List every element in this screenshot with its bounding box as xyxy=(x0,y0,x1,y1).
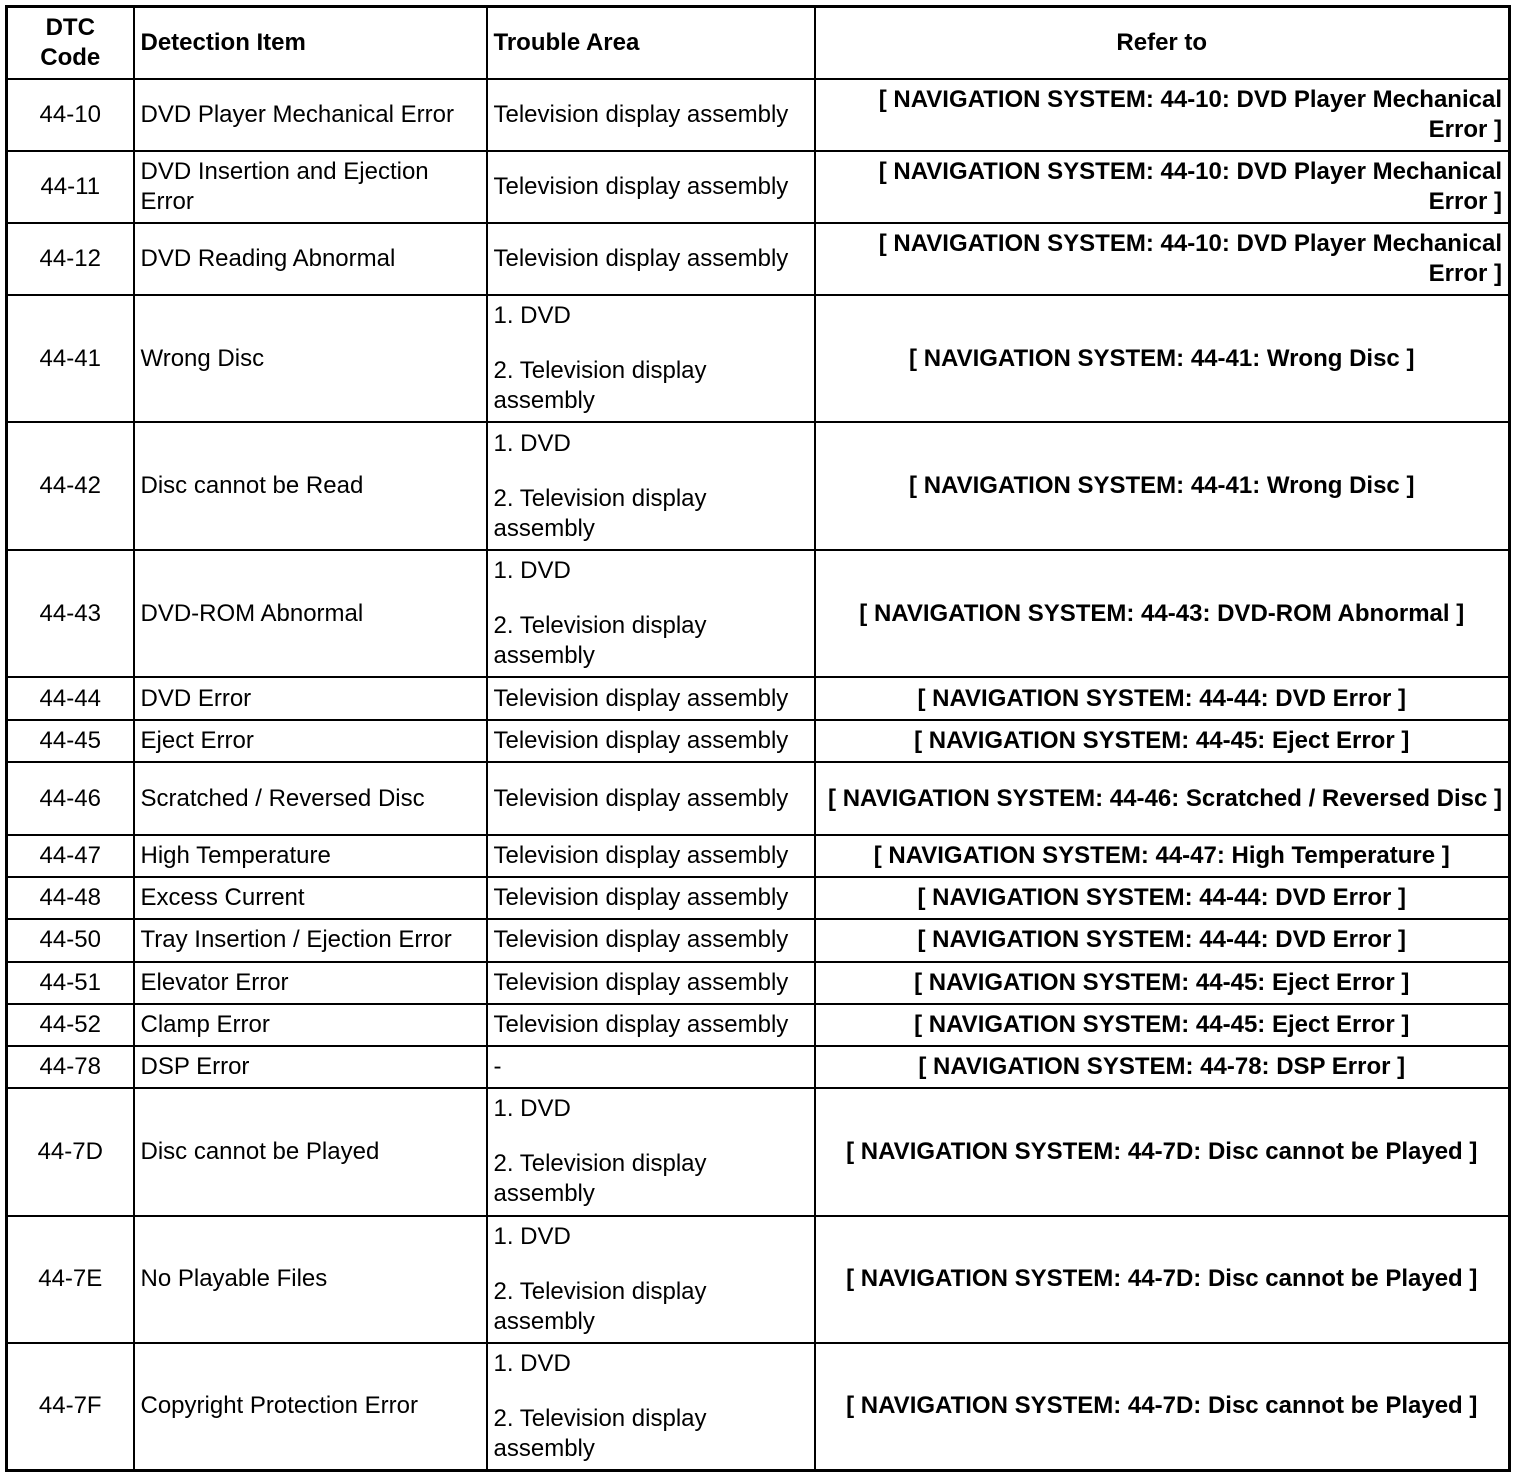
detection-item-cell: High Temperature xyxy=(134,835,487,877)
refer-to-cell: [ NAVIGATION SYSTEM: 44-10: DVD Player Mechanical Error ] xyxy=(815,151,1510,223)
dtc-code-cell: 44-51 xyxy=(7,962,134,1004)
refer-to-cell: [ NAVIGATION SYSTEM: 44-46: Scratched / Reversed Disc ] xyxy=(815,762,1510,834)
detection-item-cell: DVD Insertion and Ejection Error xyxy=(134,151,487,223)
table-row xyxy=(7,677,1510,720)
trouble-area-entry: Television display assembly xyxy=(493,926,789,954)
dtc-code-cell: 44-45 xyxy=(7,720,134,762)
detection-item-cell: Wrong Disc xyxy=(134,295,487,422)
refer-to-cell: [ NAVIGATION SYSTEM: 44-41: Wrong Disc ] xyxy=(815,295,1510,422)
dtc-code-cell: 44-41 xyxy=(7,295,134,422)
refer-to-cell: [ NAVIGATION SYSTEM: 44-10: DVD Player Mechanical Error ] xyxy=(815,223,1510,295)
refer-to-cell: [ NAVIGATION SYSTEM: 44-10: DVD Player Mechanical Error ] xyxy=(815,79,1510,151)
trouble-area-entry: 1. DVD xyxy=(493,1095,571,1123)
trouble-area-cell xyxy=(487,422,815,549)
trouble-area-cell xyxy=(487,762,815,834)
trouble-area-entry: 2. Television display assembly xyxy=(493,1404,707,1462)
table-row xyxy=(7,1216,1510,1343)
trouble-area-cell xyxy=(487,151,815,223)
trouble-area-entry: Television display assembly xyxy=(493,172,789,200)
detection-item-cell: Disc cannot be Played xyxy=(134,1088,487,1215)
detection-item-cell: DVD Error xyxy=(134,677,487,720)
table-row xyxy=(7,720,1510,762)
trouble-area-cell xyxy=(487,962,815,1004)
table-row xyxy=(7,877,1510,919)
refer-to-cell: [ NAVIGATION SYSTEM: 44-7D: Disc cannot be Played ] xyxy=(815,1088,1510,1215)
trouble-area-entry: Television display assembly xyxy=(493,1011,789,1039)
detection-item-cell: DVD-ROM Abnormal xyxy=(134,550,487,677)
table-row xyxy=(7,1004,1510,1046)
table-row xyxy=(7,1046,1510,1088)
refer-to-cell: [ NAVIGATION SYSTEM: 44-44: DVD Error ] xyxy=(815,877,1510,919)
trouble-area-cell xyxy=(487,919,815,962)
refer-to-cell: [ NAVIGATION SYSTEM: 44-78: DSP Error ] xyxy=(815,1046,1510,1088)
dtc-code-cell: 44-7D xyxy=(7,1088,134,1215)
refer-to-cell: [ NAVIGATION SYSTEM: 44-47: High Temperature ] xyxy=(815,835,1510,877)
trouble-area-cell xyxy=(487,295,815,422)
table-row xyxy=(7,835,1510,877)
table-row xyxy=(7,1343,1510,1471)
table-row xyxy=(7,550,1510,677)
trouble-area-cell xyxy=(487,1088,815,1215)
trouble-area-entry: Television display assembly xyxy=(493,968,789,996)
trouble-area-cell xyxy=(487,1046,815,1088)
dtc-code-cell: 44-52 xyxy=(7,1004,134,1046)
refer-to-cell: [ NAVIGATION SYSTEM: 44-43: DVD-ROM Abnormal ] xyxy=(815,550,1510,677)
dtc-table xyxy=(5,5,1511,1472)
header-row xyxy=(7,7,1510,79)
dtc-code-cell: 44-7F xyxy=(7,1343,134,1471)
dtc-code-cell: 44-42 xyxy=(7,422,134,549)
trouble-area-entry: Television display assembly xyxy=(493,727,789,755)
detection-item-cell: No Playable Files xyxy=(134,1216,487,1343)
table-row xyxy=(7,79,1510,151)
detection-item-cell: Tray Insertion / Ejection Error xyxy=(134,919,487,962)
trouble-area-entry: 2. Television display assembly xyxy=(493,1150,707,1208)
trouble-area-entry: 2. Television display assembly xyxy=(493,357,707,415)
trouble-area-entry: Television display assembly xyxy=(493,841,789,869)
header-dtc-code: DTC Code xyxy=(7,7,134,79)
table-row xyxy=(7,422,1510,549)
dtc-code-cell: 44-10 xyxy=(7,79,134,151)
trouble-area-entry: 1. DVD xyxy=(493,1222,571,1250)
refer-to-cell: [ NAVIGATION SYSTEM: 44-41: Wrong Disc ] xyxy=(815,422,1510,549)
trouble-area-entry: 1. DVD xyxy=(493,557,571,584)
refer-to-cell: [ NAVIGATION SYSTEM: 44-7D: Disc cannot be Played ] xyxy=(815,1216,1510,1343)
dtc-code-cell: 44-48 xyxy=(7,877,134,919)
detection-item-cell: Elevator Error xyxy=(134,962,487,1004)
header-detection-item: Detection Item xyxy=(134,7,487,79)
detection-item-cell: Eject Error xyxy=(134,720,487,762)
table-row xyxy=(7,151,1510,223)
refer-to-cell: [ NAVIGATION SYSTEM: 44-45: Eject Error ] xyxy=(815,720,1510,762)
table-row xyxy=(7,919,1510,962)
detection-item-cell: DVD Player Mechanical Error xyxy=(134,79,487,151)
trouble-area-cell xyxy=(487,79,815,151)
trouble-area-entry: 2. Television display assembly xyxy=(493,484,707,542)
detection-item-cell: Scratched / Reversed Disc xyxy=(134,762,487,834)
detection-item-cell: Copyright Protection Error xyxy=(134,1343,487,1471)
trouble-area-cell xyxy=(487,877,815,919)
trouble-area-entry: 1. DVD xyxy=(493,1349,571,1377)
trouble-area-entry: Television display assembly xyxy=(493,784,789,812)
trouble-area-entry: Television display assembly xyxy=(493,883,789,911)
trouble-area-entry: 1. DVD xyxy=(493,429,571,457)
refer-to-cell: [ NAVIGATION SYSTEM: 44-44: DVD Error ] xyxy=(815,919,1510,962)
refer-to-cell: [ NAVIGATION SYSTEM: 44-45: Eject Error ] xyxy=(815,1004,1510,1046)
dtc-code-cell: 44-47 xyxy=(7,835,134,877)
dtc-code-cell: 44-44 xyxy=(7,677,134,720)
table-row xyxy=(7,1088,1510,1215)
trouble-area-entry: - xyxy=(493,1053,502,1081)
dtc-code-cell: 44-11 xyxy=(7,151,134,223)
refer-to-cell: [ NAVIGATION SYSTEM: 44-45: Eject Error ] xyxy=(815,962,1510,1004)
trouble-area-entry: 1. DVD xyxy=(493,302,571,330)
refer-to-cell: [ NAVIGATION SYSTEM: 44-44: DVD Error ] xyxy=(815,677,1510,720)
trouble-area-cell xyxy=(487,1343,815,1471)
trouble-area-cell xyxy=(487,835,815,877)
dtc-code-cell: 44-50 xyxy=(7,919,134,962)
trouble-area-cell xyxy=(487,720,815,762)
trouble-area-cell xyxy=(487,677,815,720)
trouble-area-entry: Television display assembly xyxy=(493,245,789,272)
dtc-code-cell: 44-78 xyxy=(7,1046,134,1088)
trouble-area-entry: 2. Television display assembly xyxy=(493,612,707,669)
header-trouble-area: Trouble Area xyxy=(487,7,815,79)
dtc-code-cell: 44-46 xyxy=(7,762,134,834)
table-row xyxy=(7,962,1510,1004)
detection-item-cell: DSP Error xyxy=(134,1046,487,1088)
dtc-code-cell: 44-12 xyxy=(7,223,134,295)
detection-item-cell: Disc cannot be Read xyxy=(134,422,487,549)
table-row xyxy=(7,295,1510,422)
refer-to-cell: [ NAVIGATION SYSTEM: 44-7D: Disc cannot be Played ] xyxy=(815,1343,1510,1471)
table-row xyxy=(7,762,1510,834)
trouble-area-entry: Television display assembly xyxy=(493,684,789,712)
table-row xyxy=(7,223,1510,295)
trouble-area-cell xyxy=(487,550,815,677)
trouble-area-cell xyxy=(487,1004,815,1046)
dtc-code-cell: 44-43 xyxy=(7,550,134,677)
detection-item-cell: Excess Current xyxy=(134,877,487,919)
detection-item-cell: Clamp Error xyxy=(134,1004,487,1046)
detection-item-cell: DVD Reading Abnormal xyxy=(134,223,487,295)
dtc-code-cell: 44-7E xyxy=(7,1216,134,1343)
header-refer-to: Refer to xyxy=(815,7,1510,79)
trouble-area-cell xyxy=(487,1216,815,1343)
trouble-area-cell xyxy=(487,223,815,295)
trouble-area-entry: Television display assembly xyxy=(493,100,789,128)
trouble-area-entry: 2. Television display assembly xyxy=(493,1277,707,1335)
